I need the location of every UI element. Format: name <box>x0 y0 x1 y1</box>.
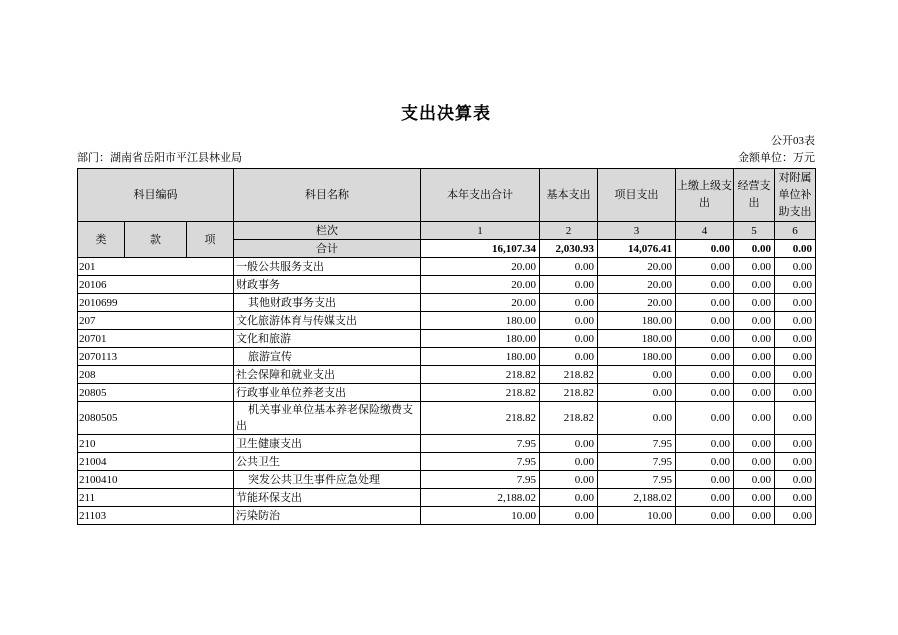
table-row <box>78 489 816 507</box>
table-row <box>78 312 816 330</box>
total-expenditure-cell: 218.82 <box>421 384 540 402</box>
business-expenditure-cell: 0.00 <box>734 294 775 312</box>
header-subsidy-to-affiliates: 对附属单位补助支出 <box>775 169 816 222</box>
subject-code-cell: 210 <box>78 435 234 453</box>
total-expenditure-cell: 20.00 <box>421 258 540 276</box>
business-expenditure-cell: 0.00 <box>734 489 775 507</box>
column-index-row <box>78 222 816 240</box>
business-expenditure-cell: 0.00 <box>734 276 775 294</box>
business-expenditure-sum: 0.00 <box>734 240 775 258</box>
project-expenditure-cell: 2,188.02 <box>598 489 676 507</box>
subject-code-cell: 20701 <box>78 330 234 348</box>
total-expenditure-cell: 7.95 <box>421 435 540 453</box>
total-expenditure-sum: 16,107.34 <box>421 240 540 258</box>
project-expenditure-cell: 10.00 <box>598 507 676 525</box>
total-expenditure-cell: 7.95 <box>421 453 540 471</box>
form-number: 公开03表 <box>771 135 815 147</box>
remit-to-superior-cell: 0.00 <box>676 330 734 348</box>
remit-to-superior-cell: 0.00 <box>676 402 734 435</box>
header-item: 项 <box>187 222 234 258</box>
project-expenditure-cell: 7.95 <box>598 471 676 489</box>
basic-expenditure-cell: 0.00 <box>540 276 598 294</box>
subject-name-cell: 一般公共服务支出 <box>234 258 421 276</box>
project-expenditure-cell: 0.00 <box>598 384 676 402</box>
header-business-expenditure: 经营支出 <box>734 169 775 222</box>
basic-expenditure-cell: 0.00 <box>540 471 598 489</box>
subject-code-cell: 20106 <box>78 276 234 294</box>
subject-name-cell: 卫生健康支出 <box>234 435 421 453</box>
header-total-expenditure: 本年支出合计 <box>421 169 540 222</box>
total-expenditure-cell: 2,188.02 <box>421 489 540 507</box>
subsidy-to-affiliates-cell: 0.00 <box>775 402 816 435</box>
business-expenditure-cell: 0.00 <box>734 453 775 471</box>
header-section: 款 <box>125 222 187 258</box>
subsidy-to-affiliates-cell: 0.00 <box>775 366 816 384</box>
subject-name-cell: 文化旅游体育与传媒支出 <box>234 312 421 330</box>
remit-to-superior-sum: 0.00 <box>676 240 734 258</box>
subject-name-cell: 社会保障和就业支出 <box>234 366 421 384</box>
subject-name-cell: 财政事务 <box>234 276 421 294</box>
column-index: 6 <box>775 222 816 240</box>
column-index: 5 <box>734 222 775 240</box>
column-index-label: 栏次 <box>234 222 421 240</box>
basic-expenditure-cell: 218.82 <box>540 384 598 402</box>
business-expenditure-cell: 0.00 <box>734 471 775 489</box>
business-expenditure-cell: 0.00 <box>734 330 775 348</box>
subsidy-to-affiliates-cell: 0.00 <box>775 276 816 294</box>
remit-to-superior-cell: 0.00 <box>676 366 734 384</box>
table-row <box>78 471 816 489</box>
project-expenditure-cell: 20.00 <box>598 258 676 276</box>
business-expenditure-cell: 0.00 <box>734 384 775 402</box>
table-row <box>78 384 816 402</box>
subsidy-to-affiliates-sum: 0.00 <box>775 240 816 258</box>
header-row <box>78 169 816 222</box>
project-expenditure-cell: 20.00 <box>598 276 676 294</box>
table-row <box>78 402 816 435</box>
subsidy-to-affiliates-cell: 0.00 <box>775 294 816 312</box>
subsidy-to-affiliates-cell: 0.00 <box>775 489 816 507</box>
subject-name-cell: 突发公共卫生事件应急处理 <box>234 471 421 489</box>
subsidy-to-affiliates-cell: 0.00 <box>775 348 816 366</box>
total-expenditure-cell: 7.95 <box>421 471 540 489</box>
project-expenditure-cell: 0.00 <box>598 366 676 384</box>
project-expenditure-cell: 180.00 <box>598 312 676 330</box>
column-index: 2 <box>540 222 598 240</box>
header-class: 类 <box>78 222 125 258</box>
subsidy-to-affiliates-cell: 0.00 <box>775 312 816 330</box>
remit-to-superior-cell: 0.00 <box>676 294 734 312</box>
table-row <box>78 507 816 525</box>
remit-to-superior-cell: 0.00 <box>676 348 734 366</box>
basic-expenditure-cell: 0.00 <box>540 258 598 276</box>
subsidy-to-affiliates-cell: 0.00 <box>775 384 816 402</box>
table-body <box>78 258 816 525</box>
subject-name-cell: 节能环保支出 <box>234 489 421 507</box>
total-expenditure-cell: 218.82 <box>421 402 540 435</box>
header-basic-expenditure: 基本支出 <box>540 169 598 222</box>
subject-code-cell: 21103 <box>78 507 234 525</box>
basic-expenditure-cell: 0.00 <box>540 507 598 525</box>
remit-to-superior-cell: 0.00 <box>676 435 734 453</box>
table-row <box>78 453 816 471</box>
subject-code-cell: 2010699 <box>78 294 234 312</box>
table-row <box>78 330 816 348</box>
column-index: 3 <box>598 222 676 240</box>
total-expenditure-cell: 20.00 <box>421 294 540 312</box>
remit-to-superior-cell: 0.00 <box>676 276 734 294</box>
department-label: 部门：湖南省岳阳市平江县林业局 <box>77 152 242 164</box>
total-expenditure-cell: 180.00 <box>421 348 540 366</box>
expenditure-table <box>77 168 816 525</box>
header-remit-to-superior: 上缴上级支出 <box>676 169 734 222</box>
table-row <box>78 294 816 312</box>
subject-name-cell: 机关事业单位基本养老保险缴费支出 <box>234 402 421 435</box>
total-expenditure-cell: 180.00 <box>421 330 540 348</box>
subject-code-cell: 21004 <box>78 453 234 471</box>
business-expenditure-cell: 0.00 <box>734 435 775 453</box>
table-row <box>78 276 816 294</box>
business-expenditure-cell: 0.00 <box>734 507 775 525</box>
basic-expenditure-cell: 0.00 <box>540 330 598 348</box>
basic-expenditure-cell: 0.00 <box>540 453 598 471</box>
column-index: 1 <box>421 222 540 240</box>
business-expenditure-cell: 0.00 <box>734 402 775 435</box>
remit-to-superior-cell: 0.00 <box>676 384 734 402</box>
project-expenditure-cell: 0.00 <box>598 402 676 435</box>
remit-to-superior-cell: 0.00 <box>676 312 734 330</box>
basic-expenditure-cell: 218.82 <box>540 366 598 384</box>
subject-code-cell: 211 <box>78 489 234 507</box>
subject-code-cell: 20805 <box>78 384 234 402</box>
business-expenditure-cell: 0.00 <box>734 312 775 330</box>
remit-to-superior-cell: 0.00 <box>676 258 734 276</box>
basic-expenditure-sum: 2,030.93 <box>540 240 598 258</box>
subsidy-to-affiliates-cell: 0.00 <box>775 471 816 489</box>
subject-name-cell: 其他财政事务支出 <box>234 294 421 312</box>
subject-code-cell: 208 <box>78 366 234 384</box>
subsidy-to-affiliates-cell: 0.00 <box>775 435 816 453</box>
subsidy-to-affiliates-cell: 0.00 <box>775 507 816 525</box>
table-row <box>78 366 816 384</box>
remit-to-superior-cell: 0.00 <box>676 489 734 507</box>
remit-to-superior-cell: 0.00 <box>676 471 734 489</box>
header-subject-code: 科目编码 <box>78 169 234 222</box>
subject-name-cell: 公共卫生 <box>234 453 421 471</box>
table-row <box>78 258 816 276</box>
basic-expenditure-cell: 0.00 <box>540 294 598 312</box>
project-expenditure-sum: 14,076.41 <box>598 240 676 258</box>
subsidy-to-affiliates-cell: 0.00 <box>775 258 816 276</box>
basic-expenditure-cell: 0.00 <box>540 348 598 366</box>
table-row <box>78 348 816 366</box>
basic-expenditure-cell: 0.00 <box>540 312 598 330</box>
subsidy-to-affiliates-cell: 0.00 <box>775 330 816 348</box>
subject-name-cell: 文化和旅游 <box>234 330 421 348</box>
project-expenditure-cell: 20.00 <box>598 294 676 312</box>
amount-unit-label: 金额单位：万元 <box>738 152 815 164</box>
basic-expenditure-cell: 0.00 <box>540 489 598 507</box>
project-expenditure-cell: 180.00 <box>598 348 676 366</box>
header-project-expenditure: 项目支出 <box>598 169 676 222</box>
remit-to-superior-cell: 0.00 <box>676 507 734 525</box>
total-expenditure-cell: 20.00 <box>421 276 540 294</box>
subject-name-cell: 行政事业单位养老支出 <box>234 384 421 402</box>
subject-code-cell: 2100410 <box>78 471 234 489</box>
project-expenditure-cell: 7.95 <box>598 453 676 471</box>
subject-code-cell: 201 <box>78 258 234 276</box>
subject-name-cell: 旅游宣传 <box>234 348 421 366</box>
business-expenditure-cell: 0.00 <box>734 348 775 366</box>
subject-code-cell: 2080505 <box>78 402 234 435</box>
total-expenditure-cell: 10.00 <box>421 507 540 525</box>
column-index: 4 <box>676 222 734 240</box>
table-row <box>78 435 816 453</box>
total-expenditure-cell: 180.00 <box>421 312 540 330</box>
basic-expenditure-cell: 0.00 <box>540 435 598 453</box>
remit-to-superior-cell: 0.00 <box>676 453 734 471</box>
business-expenditure-cell: 0.00 <box>734 366 775 384</box>
business-expenditure-cell: 0.00 <box>734 258 775 276</box>
subject-code-cell: 207 <box>78 312 234 330</box>
total-label: 合计 <box>234 240 421 258</box>
project-expenditure-cell: 180.00 <box>598 330 676 348</box>
basic-expenditure-cell: 218.82 <box>540 402 598 435</box>
header-subject-name: 科目名称 <box>234 169 421 222</box>
subject-name-cell: 污染防治 <box>234 507 421 525</box>
page-title: 支出决算表 <box>401 104 491 123</box>
project-expenditure-cell: 7.95 <box>598 435 676 453</box>
subsidy-to-affiliates-cell: 0.00 <box>775 453 816 471</box>
subject-code-cell: 2070113 <box>78 348 234 366</box>
total-expenditure-cell: 218.82 <box>421 366 540 384</box>
